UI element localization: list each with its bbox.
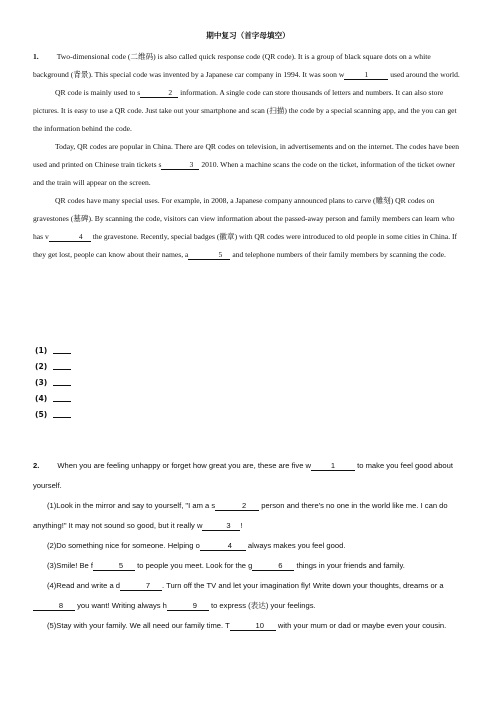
q1-paragraph-3: Today, QR codes are popular in China. There are QR codes on television, in advertisements and on the internet. The codes have been used and printed on Chinese train tickets s 3 2010. When a machine scans the code on the ticket, information of the ticket owner and the train will appear on the screen. bbox=[33, 142, 459, 187]
answer-input-5[interactable] bbox=[53, 410, 71, 418]
blank-10[interactable]: 10 bbox=[230, 621, 276, 631]
answer-row: (5) bbox=[35, 406, 71, 422]
blank-9[interactable]: 9 bbox=[167, 601, 209, 611]
blank-1[interactable]: 1 bbox=[344, 70, 388, 80]
blank-2[interactable]: 2 bbox=[140, 88, 178, 98]
blank-7[interactable]: 7 bbox=[120, 581, 162, 591]
blank-3[interactable]: 3 bbox=[161, 160, 199, 170]
question-1-passage bbox=[33, 48, 465, 264]
blank-4[interactable]: 4 bbox=[200, 541, 246, 551]
blank-6[interactable]: 6 bbox=[252, 561, 294, 571]
answer-row: (1) bbox=[35, 342, 71, 358]
answer-input-3[interactable] bbox=[53, 378, 71, 386]
answer-input-4[interactable] bbox=[53, 394, 71, 402]
blank-5[interactable]: 5 bbox=[93, 561, 135, 571]
question-number: 1. bbox=[33, 52, 39, 61]
q2-tip-5: (5)Stay with your family. We all need our family time. T 10 with your mum or dad or maybe even your cousin. bbox=[47, 621, 447, 630]
blank-3[interactable]: 3 bbox=[202, 521, 240, 531]
q1-paragraph-2: QR code is mainly used to s 2 information. A single code can store thousands of letters and numbers. It can also store pictures. It is easy to use a QR code. Just take out your smartphone and scan (扫描) the code by a special scanning app, and the you can get the information behind the code. bbox=[33, 88, 457, 133]
q2-tip-2: (2)Do something nice for someone. Helping o 4 always makes you feel good. bbox=[47, 541, 346, 550]
blank-2[interactable]: 2 bbox=[215, 501, 259, 511]
question-number: 2. bbox=[33, 461, 40, 470]
blank-8[interactable]: 8 bbox=[33, 601, 75, 611]
q2-tip-3: (3)Smile! Be f 5 to people you meet. Look for the g 6 things in your friends and family. bbox=[47, 561, 405, 570]
blank-5[interactable]: 5 bbox=[188, 250, 230, 260]
answer-row: (4) bbox=[35, 390, 71, 406]
q1-paragraph-1: 1. Two-dimensional code (二维码) is also called quick response code (QR code). It is a group of black square dots on a white background (背景). This special code was invented by a Japanese car company in 1994. It was soon w 1 used around the world. bbox=[33, 52, 460, 79]
blank-1[interactable]: 1 bbox=[311, 461, 355, 471]
question-2-passage bbox=[33, 456, 465, 636]
answer-input-1[interactable] bbox=[53, 346, 71, 354]
page-title: 期中复习（首字母填空） bbox=[206, 31, 290, 40]
answer-input-2[interactable] bbox=[53, 362, 71, 370]
blank-4[interactable]: 4 bbox=[49, 232, 91, 242]
answer-row: (2) bbox=[35, 358, 71, 374]
q2-intro: 2. When you are feeling unhappy or forget how great you are, these are five w 1 to make you feel good about yourself. bbox=[33, 461, 453, 490]
answer-row: (3) bbox=[35, 374, 71, 390]
q1-paragraph-4: QR codes have many special uses. For example, in 2008, a Japanese company announced plans to carve (雕刻) QR codes on gravestones (墓碑). By scanning the code, visitors can view information about the passed-away person and family members can learn who has v 4 the gravestone. Recently, special badges (徽章) with QR codes were introduced to old people in some cities in China. If they get lost, people can know about their names, a 5 and telephone numbers of their family members by scanning the code. bbox=[33, 196, 458, 259]
q2-tip-1: (1)Look in the mirror and say to yourself, "I am a s 2 person and there's no one in the world like me. I can do anything!" It may not sound so good, but it really w 3 ! bbox=[33, 501, 448, 530]
answer-lines bbox=[35, 342, 71, 422]
q2-tip-4: (4)Read and write a d 7 . Turn off the TV and let your imagination fly! Write down your thoughts, dreams or a8 you want! Writing always h 9 to express (表达) your feelings. bbox=[33, 576, 465, 616]
